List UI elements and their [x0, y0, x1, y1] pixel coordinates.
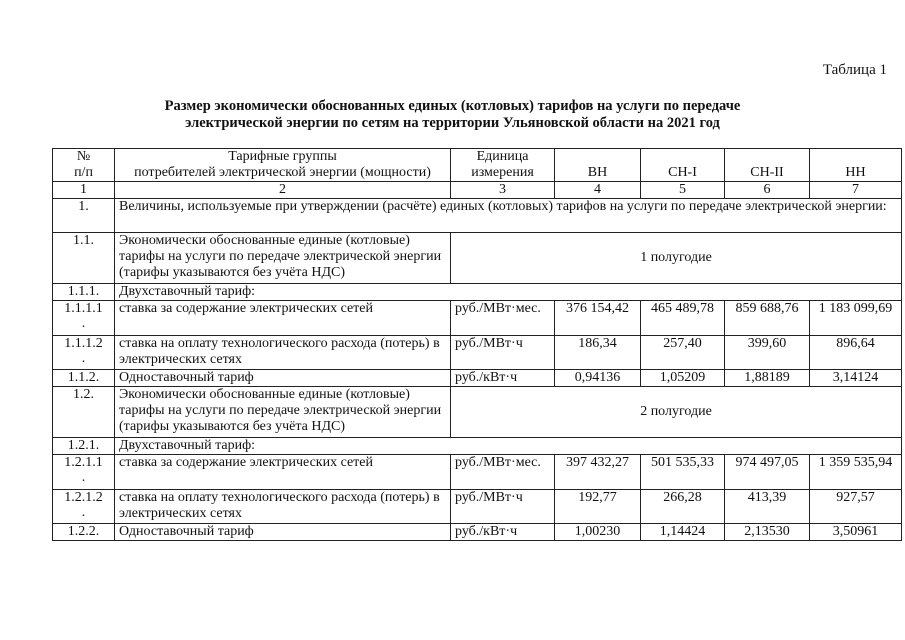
value-vn: 186,34	[555, 336, 641, 370]
value-vn: 192,77	[555, 490, 641, 524]
row-number: 1.1.1.1 .	[53, 301, 115, 336]
header-sn2: СН-II	[725, 149, 810, 182]
row-unit: руб./кВт·ч	[451, 524, 555, 541]
column-index: 5	[641, 182, 725, 199]
table-row	[53, 199, 902, 233]
row-number: 1.2.2.	[53, 524, 115, 541]
value-sn2: 413,39	[725, 490, 810, 524]
header-row	[53, 149, 902, 182]
value-vn: 1,00230	[555, 524, 641, 541]
row-number: 1.2.1.1 .	[53, 455, 115, 490]
value-vn: 397 432,27	[555, 455, 641, 490]
value-sn2: 1,88189	[725, 370, 810, 387]
row-number: 1.	[53, 199, 115, 233]
row-number: 1.1.2.	[53, 370, 115, 387]
header-tariff-groups: Тарифные группы потребителей электрической энергии (мощности)	[115, 149, 451, 182]
row-description: Одноставочный тариф	[115, 524, 451, 541]
value-sn2: 859 688,76	[725, 301, 810, 336]
column-index: 4	[555, 182, 641, 199]
row-description: ставка за содержание электрических сетей	[115, 301, 451, 336]
column-index: 7	[810, 182, 902, 199]
table-row	[53, 284, 902, 301]
row-description: Двухставочный тариф:	[115, 438, 902, 455]
row-unit: руб./МВт·ч	[451, 490, 555, 524]
value-nn: 896,64	[810, 336, 902, 370]
row-description: Экономически обоснованные единые (котловые) тарифы на услуги по передаче электрической энергии (тарифы указываются без учёта НДС)	[115, 387, 451, 438]
value-nn: 1 183 099,69	[810, 301, 902, 336]
table-row	[53, 233, 902, 284]
value-sn2: 974 497,05	[725, 455, 810, 490]
value-sn1: 1,05209	[641, 370, 725, 387]
header-number: № п/п	[53, 149, 115, 182]
column-index: 6	[725, 182, 810, 199]
column-index: 1	[53, 182, 115, 199]
period-label: 2 полугодие	[451, 387, 902, 438]
row-description: ставка за содержание электрических сетей	[115, 455, 451, 490]
row-description: Экономически обоснованные единые (котловые) тарифы на услуги по передаче электрической энергии (тарифы указываются без учёта НДС)	[115, 233, 451, 284]
value-nn: 1 359 535,94	[810, 455, 902, 490]
column-index-row	[53, 182, 902, 199]
row-description: ставка на оплату технологического расхода (потерь) в электрических сетях	[115, 336, 451, 370]
header-nn: НН	[810, 149, 902, 182]
table-row	[53, 490, 902, 524]
header-vn: ВН	[555, 149, 641, 182]
row-unit: руб./МВт·мес.	[451, 455, 555, 490]
table-row	[53, 455, 902, 490]
table-row	[53, 387, 902, 438]
title-line-2: электрической энергии по сетям на территории Ульяновской области на 2021 год	[185, 115, 720, 131]
row-number: 1.2.1.	[53, 438, 115, 455]
row-unit: руб./МВт·ч	[451, 336, 555, 370]
period-label: 1 полугодие	[451, 233, 902, 284]
table-row	[53, 301, 902, 336]
row-unit: руб./кВт·ч	[451, 370, 555, 387]
table-caption: Таблица 1	[822, 62, 887, 78]
value-sn2: 2,13530	[725, 524, 810, 541]
row-description: ставка на оплату технологического расхода (потерь) в электрических сетях	[115, 490, 451, 524]
value-nn: 3,50961	[810, 524, 902, 541]
table-row	[53, 438, 902, 455]
header-unit: Единица измерения	[451, 149, 555, 182]
table-row	[53, 336, 902, 370]
value-nn: 3,14124	[810, 370, 902, 387]
column-index: 2	[115, 182, 451, 199]
row-number: 1.2.	[53, 387, 115, 438]
value-sn1: 257,40	[641, 336, 725, 370]
value-sn1: 501 535,33	[641, 455, 725, 490]
title-line-1: Размер экономически обоснованных единых (котловых) тарифов на услуги по передаче	[164, 98, 741, 114]
table-row	[53, 370, 902, 387]
row-description: Двухставочный тариф:	[115, 284, 902, 301]
column-index: 3	[451, 182, 555, 199]
row-number: 1.1.	[53, 233, 115, 284]
value-nn: 927,57	[810, 490, 902, 524]
row-number: 1.2.1.2 .	[53, 490, 115, 524]
row-description: Величины, используемые при утверждении (расчёте) единых (котловых) тарифов на услуги по передаче электрической энергии:	[115, 199, 902, 233]
row-number: 1.1.1.2 .	[53, 336, 115, 370]
value-sn1: 465 489,78	[641, 301, 725, 336]
row-description: Одноставочный тариф	[115, 370, 451, 387]
tariff-table	[52, 148, 902, 541]
value-vn: 0,94136	[555, 370, 641, 387]
value-sn2: 399,60	[725, 336, 810, 370]
row-unit: руб./МВт·мес.	[451, 301, 555, 336]
header-sn1: СН-I	[641, 149, 725, 182]
row-number: 1.1.1.	[53, 284, 115, 301]
value-sn1: 266,28	[641, 490, 725, 524]
document-title	[0, 98, 905, 132]
value-vn: 376 154,42	[555, 301, 641, 336]
value-sn1: 1,14424	[641, 524, 725, 541]
table-row	[53, 524, 902, 541]
